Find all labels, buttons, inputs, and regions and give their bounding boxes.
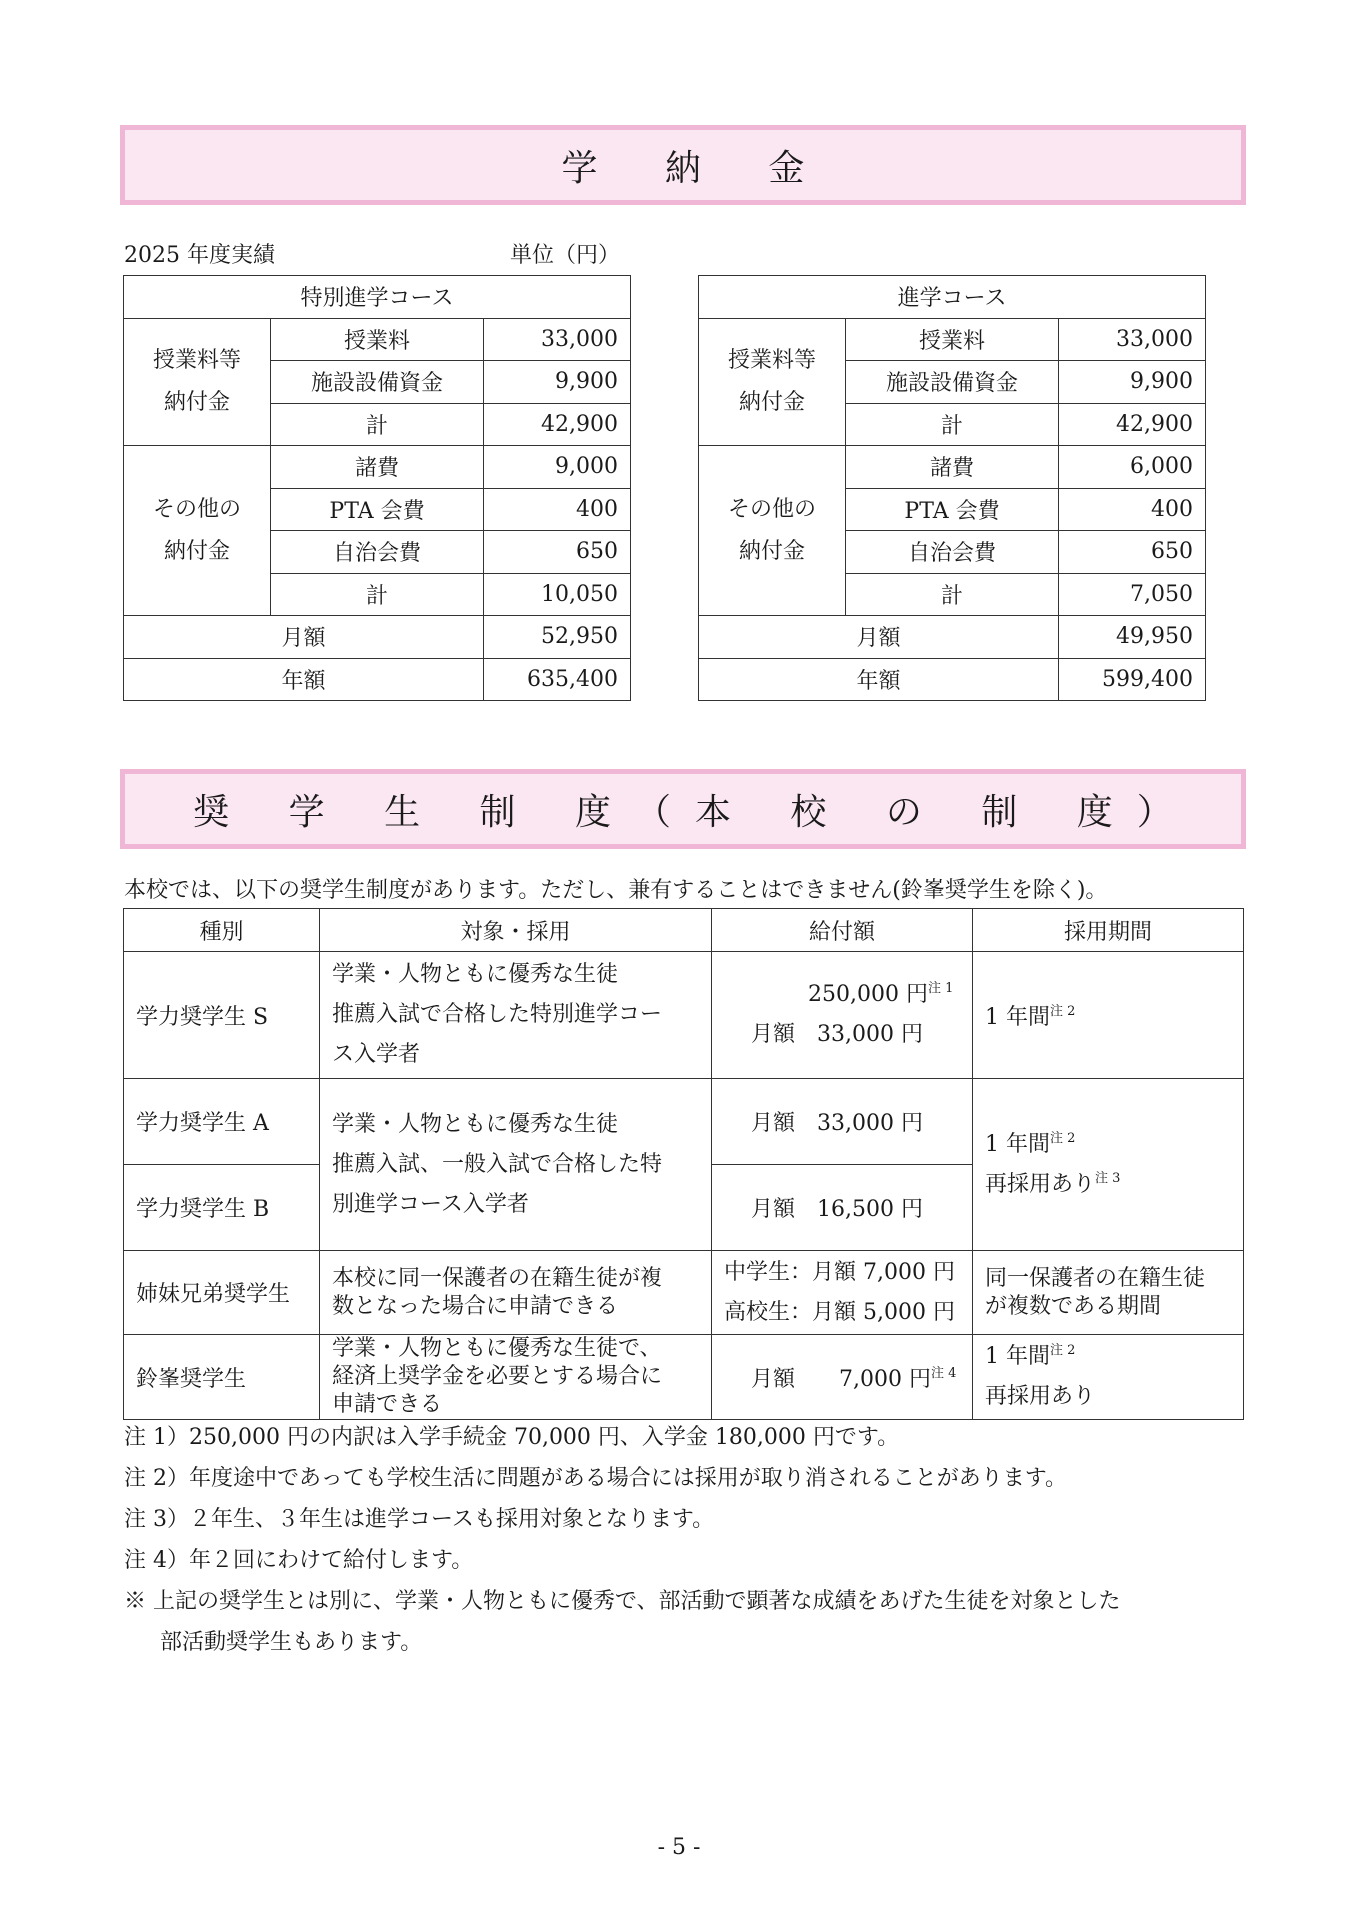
fee-item-value: 10,050 [484, 573, 631, 616]
group-name: 授業料等 納付金 [124, 318, 271, 446]
fee-item-value: 6,000 [1059, 446, 1206, 489]
header-target: 対象・採用 [320, 909, 712, 952]
fee-item-value: 650 [1059, 531, 1206, 574]
header-amount: 給付額 [712, 909, 973, 952]
target-s: 学業・人物ともに優秀な生徒 推薦入試で合格した特別進学コー ス入学者 [320, 952, 712, 1079]
fee-item-value: 9,900 [1059, 361, 1206, 404]
yearly-value: 599,400 [1059, 658, 1206, 701]
note-1: 注 1）250,000 円の内訳は入学手続金 70,000 円、入学金 180,000 円です。 [124, 1425, 900, 1450]
note-2: 注 2）年度途中であっても学校生活に問題がある場合には採用が取り消されることがあります。 [124, 1466, 1068, 1491]
fee-item-label: 自治会費 [846, 531, 1059, 574]
group-name: その他の 納付金 [124, 446, 271, 616]
fee-item-label: PTA 会費 [271, 488, 484, 531]
amount-suzumine: 月額 7,000 円$^{注 4}$ [712, 1335, 973, 1420]
header-type: 種別 [124, 909, 320, 952]
fee-item-label: 施設設備資金 [846, 361, 1059, 404]
fee-item-value: 33,000 [484, 318, 631, 361]
year-label: 2025 年度実績 [124, 243, 275, 268]
page-number: - 5 - [657, 1835, 701, 1860]
type-s: 学力奨学生 S [124, 952, 320, 1079]
type-sibling: 姉妹兄弟奨学生 [124, 1251, 320, 1335]
fee-item-value: 400 [1059, 488, 1206, 531]
fee-item-label: 諸費 [846, 446, 1059, 489]
period-suzumine: 1 年間$^{注 2}$ 再採用あり [973, 1335, 1244, 1420]
monthly-value: 49,950 [1059, 616, 1206, 659]
fee-item-value: 33,000 [1059, 318, 1206, 361]
fee-item-label: 自治会費 [271, 531, 484, 574]
fee-item-value: 650 [484, 531, 631, 574]
fee-item-value: 400 [484, 488, 631, 531]
fees-title: 学 納 金 [561, 147, 833, 189]
fee-item-label: PTA 会費 [846, 488, 1059, 531]
period-s: 1 年間$^{注 2}$ [973, 952, 1244, 1079]
fee-table-standard-course [698, 275, 1206, 701]
yearly-value: 635,400 [484, 658, 631, 701]
fee-item-value: 42,900 [1059, 403, 1206, 446]
scholarship-table [123, 908, 1244, 1420]
monthly-label: 月額 [124, 616, 484, 659]
target-suzumine: 学業・人物ともに優秀な生徒で、 経済上奨学金を必要とする場合に 申請できる [320, 1335, 712, 1420]
header-period: 採用期間 [973, 909, 1244, 952]
fee-item-label: 計 [271, 403, 484, 446]
fee-item-label: 諸費 [271, 446, 484, 489]
fee-item-value: 42,900 [484, 403, 631, 446]
note-extra: ※ 上記の奨学生とは別に、学業・人物ともに優秀で、部活動で顕著な成績をあげた生徒を対象とした [124, 1589, 1121, 1614]
monthly-label: 月額 [699, 616, 1059, 659]
scholarship-title-banner [120, 769, 1246, 849]
type-b: 学力奨学生 B [124, 1165, 320, 1251]
scholarship-intro: 本校では、以下の奨学生制度があります。ただし、兼有することはできません(鈴峯奨学生を除く)。 [124, 878, 1108, 903]
fee-item-label: 計 [846, 573, 1059, 616]
monthly-value: 52,950 [484, 616, 631, 659]
amount-sibling: 中学生：月額 7,000 円 高校生：月額 5,000 円 [712, 1251, 973, 1335]
fee-item-value: 9,900 [484, 361, 631, 404]
group-name: 授業料等 納付金 [699, 318, 846, 446]
period-sibling: 同一保護者の在籍生徒 が複数である期間 [973, 1251, 1244, 1335]
yearly-label: 年額 [124, 658, 484, 701]
note-3: 注 3）２年生、３年生は進学コースも採用対象となります。 [124, 1507, 715, 1532]
amount-s: 250,000 円$^{注 1}$ 月額 33,000 円 [712, 952, 973, 1079]
period-ab: 1 年間$^{注 2}$ 再採用あり$^{注 3}$ [973, 1079, 1244, 1251]
amount-a: 月額 33,000 円 [712, 1079, 973, 1165]
target-sibling: 本校に同一保護者の在籍生徒が複 数となった場合に申請できる [320, 1251, 712, 1335]
course-name: 特別進学コース [124, 276, 631, 319]
fee-table-special-course [123, 275, 631, 701]
target-ab: 学業・人物ともに優秀な生徒 推薦入試、一般入試で合格した特 別進学コース入学者 [320, 1079, 712, 1251]
group-name: その他の 納付金 [699, 446, 846, 616]
fee-item-label: 授業料 [271, 318, 484, 361]
fee-item-label: 計 [271, 573, 484, 616]
note-extra-continued: 部活動奨学生もあります。 [160, 1630, 423, 1655]
yearly-label: 年額 [699, 658, 1059, 701]
fee-item-label: 施設設備資金 [271, 361, 484, 404]
fee-item-label: 授業料 [846, 318, 1059, 361]
fee-item-value: 9,000 [484, 446, 631, 489]
note-4: 注 4）年２回にわけて給付します。 [124, 1548, 474, 1573]
fees-title-banner [120, 125, 1246, 205]
course-name: 進学コース [699, 276, 1206, 319]
unit-label: 単位（円） [510, 243, 621, 268]
fee-item-value: 7,050 [1059, 573, 1206, 616]
type-suzumine: 鈴峯奨学生 [124, 1335, 320, 1420]
notes [124, 1417, 1121, 1663]
scholarship-title: 奨 学 生 制 度（本 校 の 制 度） [193, 791, 1197, 833]
amount-b: 月額 16,500 円 [712, 1165, 973, 1251]
type-a: 学力奨学生 A [124, 1079, 320, 1165]
fee-item-label: 計 [846, 403, 1059, 446]
